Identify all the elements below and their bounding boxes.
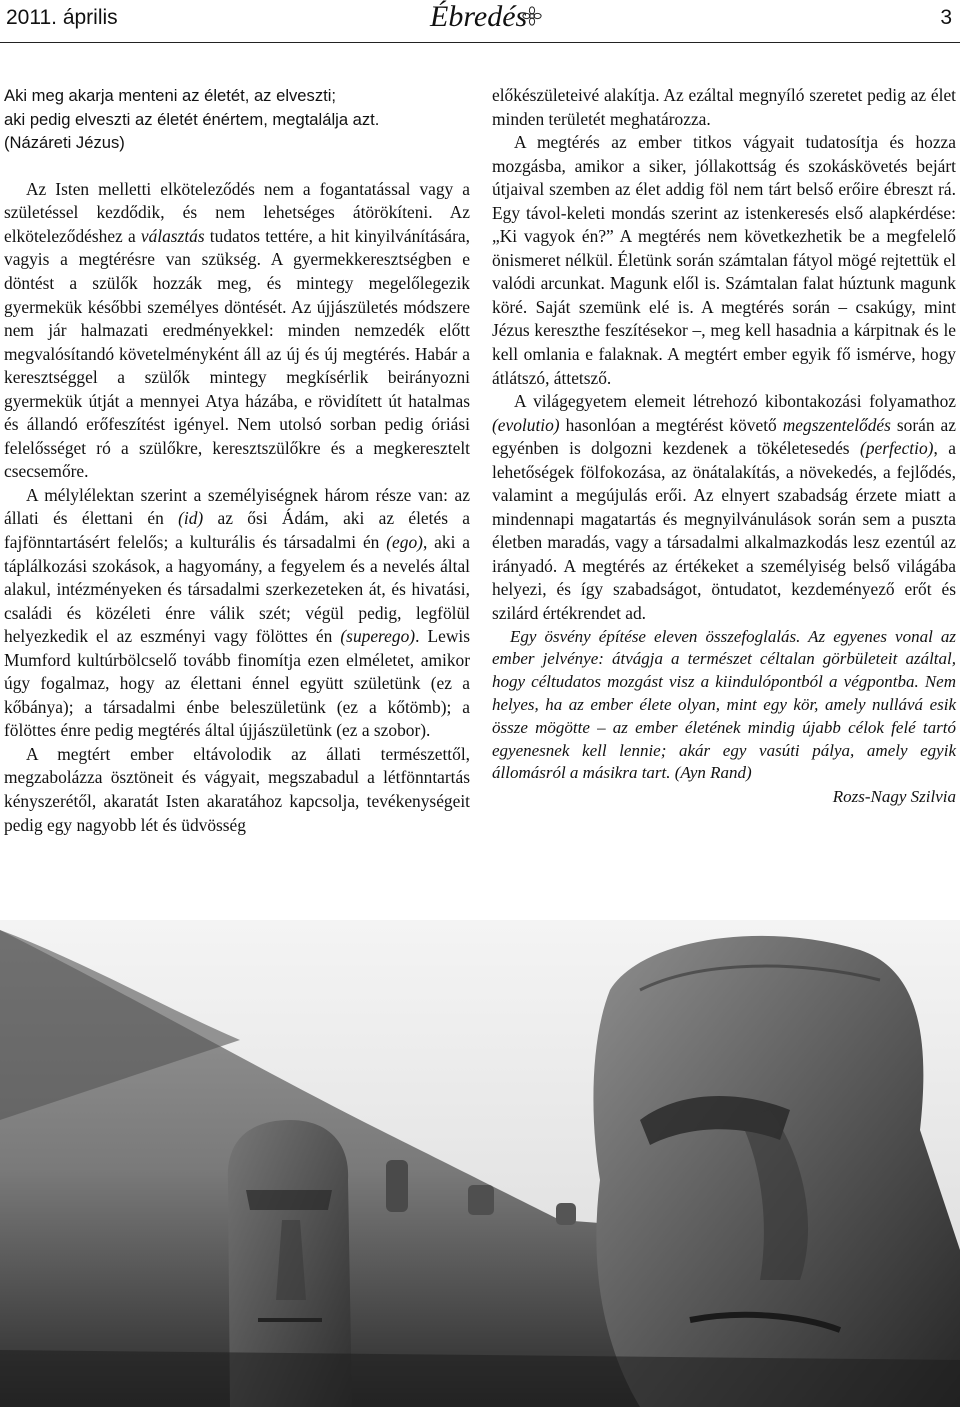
header-divider xyxy=(0,42,960,43)
publication-title xyxy=(430,0,527,34)
page-header xyxy=(0,0,960,44)
epigraph-line: aki pedig elveszti az életét énértem, megtalálja azt. xyxy=(4,109,380,129)
left-column xyxy=(4,84,470,837)
epigraph xyxy=(4,84,470,155)
body-paragraph: A megtért ember eltávolodik az állati természettől, megzabolázza ösztöneit és vágyait, megszabadul a létfönntartás kényszerétől, akaratát Isten akaratához kapcsolja, tevékenységeit pedig egy nagyobb lét és üdvösség xyxy=(4,743,470,835)
body-paragraph: Az Isten melletti elköteleződés nem a fogantatással vagy a születéssel kezdődik, és nem lehetséges átörökíteni. Az elköteleződéshez a választás tudatos tettére, a hit kinyilvánítására, vagyis a megtérésre van szükség. A gyermekkeresztségben e döntést a szülők hozzák meg, és mintegy megelőlegezik gyermekük későbbi személyes döntését. Az újjászületés módszere nem jár halmazati eredményekkel: minden nemzedék előtt megvalósítandó követelményként áll az új és új megtérés. Habár a keresztséggel a szülők mintegy megkísérlik beirányozni gyermekük útját a mennyei Atya házába, e rövidített út hatalmas és állandó erőfeszítést igényel. Nem utolsó sorban pedig óriási felelősséget ró a szülőkre, keresztszülőkre és a megkeresztelt csecsemőre. xyxy=(4,178,471,482)
epigraph-line: Aki meg akarja menteni az életét, az elveszti; xyxy=(4,86,337,105)
epigraph-attribution: (Názáreti Jézus) xyxy=(4,133,125,153)
right-column xyxy=(492,84,956,809)
flower-ornament-icon xyxy=(522,6,542,26)
closing-quote: Egy ösvény építése eleven összefoglalás. Az egyenes vonal az ember jelvénye: átvágja a természet céltalan görbületeit azáltal, hogy céltudatos mozgást visz a kiindulópontból a végpontba. Nem helyes, ha az ember élete olyan, mint egy kör, amely nullává esik össze mögötte – az ember életének mindig újabb célok felé tartó egyenesnek kell lennie; akár egy vasúti pálya, amely egyik állomásról a másikra tart. (Ayn Rand) xyxy=(492,626,956,783)
body-paragraph: előkészületeivé alakítja. Az ezáltal megnyíló szeretet pedig az élet minden területét meghatározza. xyxy=(492,85,956,129)
publication-title-text: Ébredés xyxy=(430,0,528,33)
body-paragraph: A világegyetem elemeit létrehozó kibontakozási folyamathoz (evolutio) hasonlóan a megtérést követő megszentelődés során az egyénben is dolgozni kezdenek a tökéletesedés (perfectio), a lehetőségek fölfokozása, az önátalakítás, a növekedés, a fejlődés, valamint a megújulás erői. Az elnyert szabadság érzete miatt a mindennapi magatartás és megnyilvánulások során sem a puszta életben maradás, vagy a társadalmi alkalmazkodás lesz ezentúl az irányadó. A megtérés az értékeket a személyiség belső világába helyezi, és így szabadságot, öntudatot, kezdeményező erőt és szilárd értékrendet ad. xyxy=(492,391,956,624)
author-name: Rozs-Nagy Szilvia xyxy=(832,787,956,807)
body-paragraph: A mélylélektan szerint a személyiségnek három része van: az állati és élettani én (id) az ősi Ádám, aki az életés a fajfönntartásért felelős; a kulturális és társadalmi én (ego), aki a táplálkozási szokások, a hagyomány, a fegyelem és a nevelés által alakul, intézményeken és társadalmi szerkezeteken át, és hivatási, családi és közéleti énre válik szét; végül pedig, legfölül helyezkedik el az eszményi vagy fölöttes én (superego). Lewis Mumford kultúrbölcselő tovább finomítja ezen elméletet, amikor úgy fogalmaz, hogy az élettani énnel együtt születünk (ez a kőbánya); a társadalmi énbe beleszületünk (ez a kőtömb); a fölöttes énre pedig megtérés által újjászületünk (ez a szobor). xyxy=(4,484,470,741)
issue-date: 2011. április xyxy=(6,6,118,29)
moai-statues-photo xyxy=(0,920,960,1407)
page-number: 3 xyxy=(940,6,952,29)
body-paragraph: A megtérés az ember titkos vágyait tudatosítja és hozza mozgásba, amikor a siker, jóllakottság és szokáskövetés bejárt útjaival szemben az élet addig föl nem tárt belső erőire ébreszt rá. Egy távol-keleti mondás szerint az istenkeresés első alapkérdése: „Ki vagyok én?” A megtérés nem következhetik be a megfelelő önismeret nélkül. Életünk során számtalan fátyol mögé rejtettük el valódi arcunkat. Magunk elől is. Számtalan falat húztunk magunk köré. Saját szemünk elé is. A megtérés során – csakúgy, mint Jézus kereszthe feszítésekor –, meg kell hasadnia a kárpitnak és le kell omlania e falaknak. A megtért ember egyik fő ismérve, hogy átlátszó, áttetsző. xyxy=(492,132,956,388)
